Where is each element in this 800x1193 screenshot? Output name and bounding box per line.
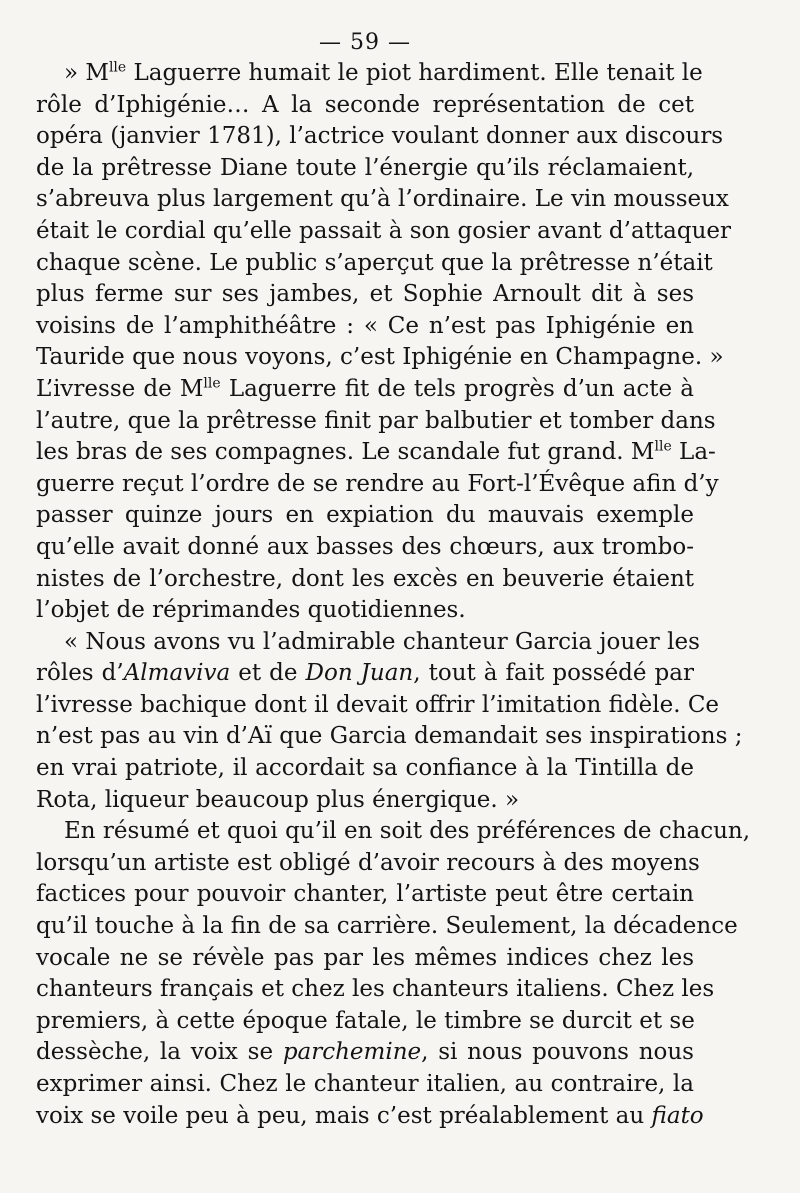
text-line: Tauride que nous voyons, c’est Iphigénie en Champagne. » <box>36 344 724 371</box>
text-line: premiers, à cette époque fatale, le timbre se durcit et se <box>36 1007 695 1034</box>
text-line: guerre reçut l’ordre de se rendre au Fort-l’Évêque afin d’y <box>36 470 719 497</box>
text-line: factices pour pouvoir chanter, l’artiste peut être certain <box>36 881 694 908</box>
text-line: voix se voile peu à peu, mais c’est préalablement au fiato <box>36 1102 704 1129</box>
text-line: En résumé et quoi qu’il en soit des préférences de chacun, <box>64 818 751 845</box>
text-line: exprimer ainsi. Chez le chanteur italien, au contraire, la <box>36 1071 694 1097</box>
text-line: l’objet de réprimandes quotidiennes. <box>36 597 466 624</box>
text-line: nistes de l’orchestre, dont les excès en beuverie étaient <box>36 565 694 592</box>
paragraph <box>36 627 743 817</box>
text-line: « Nous avons vu l’admirable chanteur Garcia jouer les <box>64 628 700 655</box>
text-line: plus ferme sur ses jambes, et Sophie Arnoult dit à ses <box>36 281 694 308</box>
text-line: les bras de ses compagnes. Le scandale fut grand. $M^{lle}$ La- <box>36 438 716 466</box>
paragraph <box>36 58 732 627</box>
text-line: était le cordial qu’elle passait à son gosier avant d’attaquer <box>36 217 732 244</box>
text-line: dessèche, la voix se parchemine, si nous pouvons nous <box>36 1039 694 1066</box>
text-line: opéra (janvier 1781), l’actrice voulant donner aux discours <box>36 123 724 150</box>
text-line: L’ivresse de $M^{lle}$ Laguerre fit de tels progrès d’un acte à <box>36 375 694 402</box>
text-line: rôle d’Iphigénie… A la seconde représentation de cet <box>36 91 694 118</box>
text-line: voisins de l’amphithéâtre : « Ce n’est pas Iphigénie en <box>36 312 694 339</box>
body-text <box>36 58 751 1132</box>
text-line: rôles d’Almaviva et de Don Juan, tout à fait possédé par <box>36 660 694 687</box>
page-number: — 59 — <box>319 30 411 55</box>
paragraph <box>36 816 751 1132</box>
text-line: vocale ne se révèle pas par les mêmes indices chez les <box>36 944 694 971</box>
text-line: lorsqu’un artiste est obligé d’avoir recours à des moyens <box>36 849 700 876</box>
text-line: passer quinze jours en expiation du mauvais exemple <box>36 502 694 529</box>
text-line: » $M^{lle}$ Laguerre humait le piot hardiment. Elle tenait le <box>64 59 703 86</box>
text-line: chaque scène. Le public s’aperçut que la prêtresse n’était <box>36 249 713 276</box>
text-line: n’est pas au vin d’Aï que Garcia demandait ses inspirations ; <box>36 723 743 750</box>
text-line: l’ivresse bachique dont il devait offrir l’imitation fidèle. Ce <box>36 691 720 718</box>
text-line: en vrai patriote, il accordait sa confiance à la Tintilla de <box>36 755 694 782</box>
text-line: qu’elle avait donné aux basses des chœurs, aux trombo- <box>36 533 694 560</box>
text-line: Rota, liqueur beaucoup plus énergique. » <box>36 786 520 813</box>
text-line: de la prêtresse Diane toute l’énergie qu’ils réclamaient, <box>36 154 694 181</box>
text-line: s’abreuva plus largement qu’à l’ordinaire. Le vin mousseux <box>36 186 729 213</box>
text-line: qu’il touche à la fin de sa carrière. Seulement, la décadence <box>36 913 738 940</box>
text-line: l’autre, que la prêtresse finit par balbutier et tomber dans <box>36 407 716 434</box>
text-line: chanteurs français et chez les chanteurs italiens. Chez les <box>36 976 715 1003</box>
